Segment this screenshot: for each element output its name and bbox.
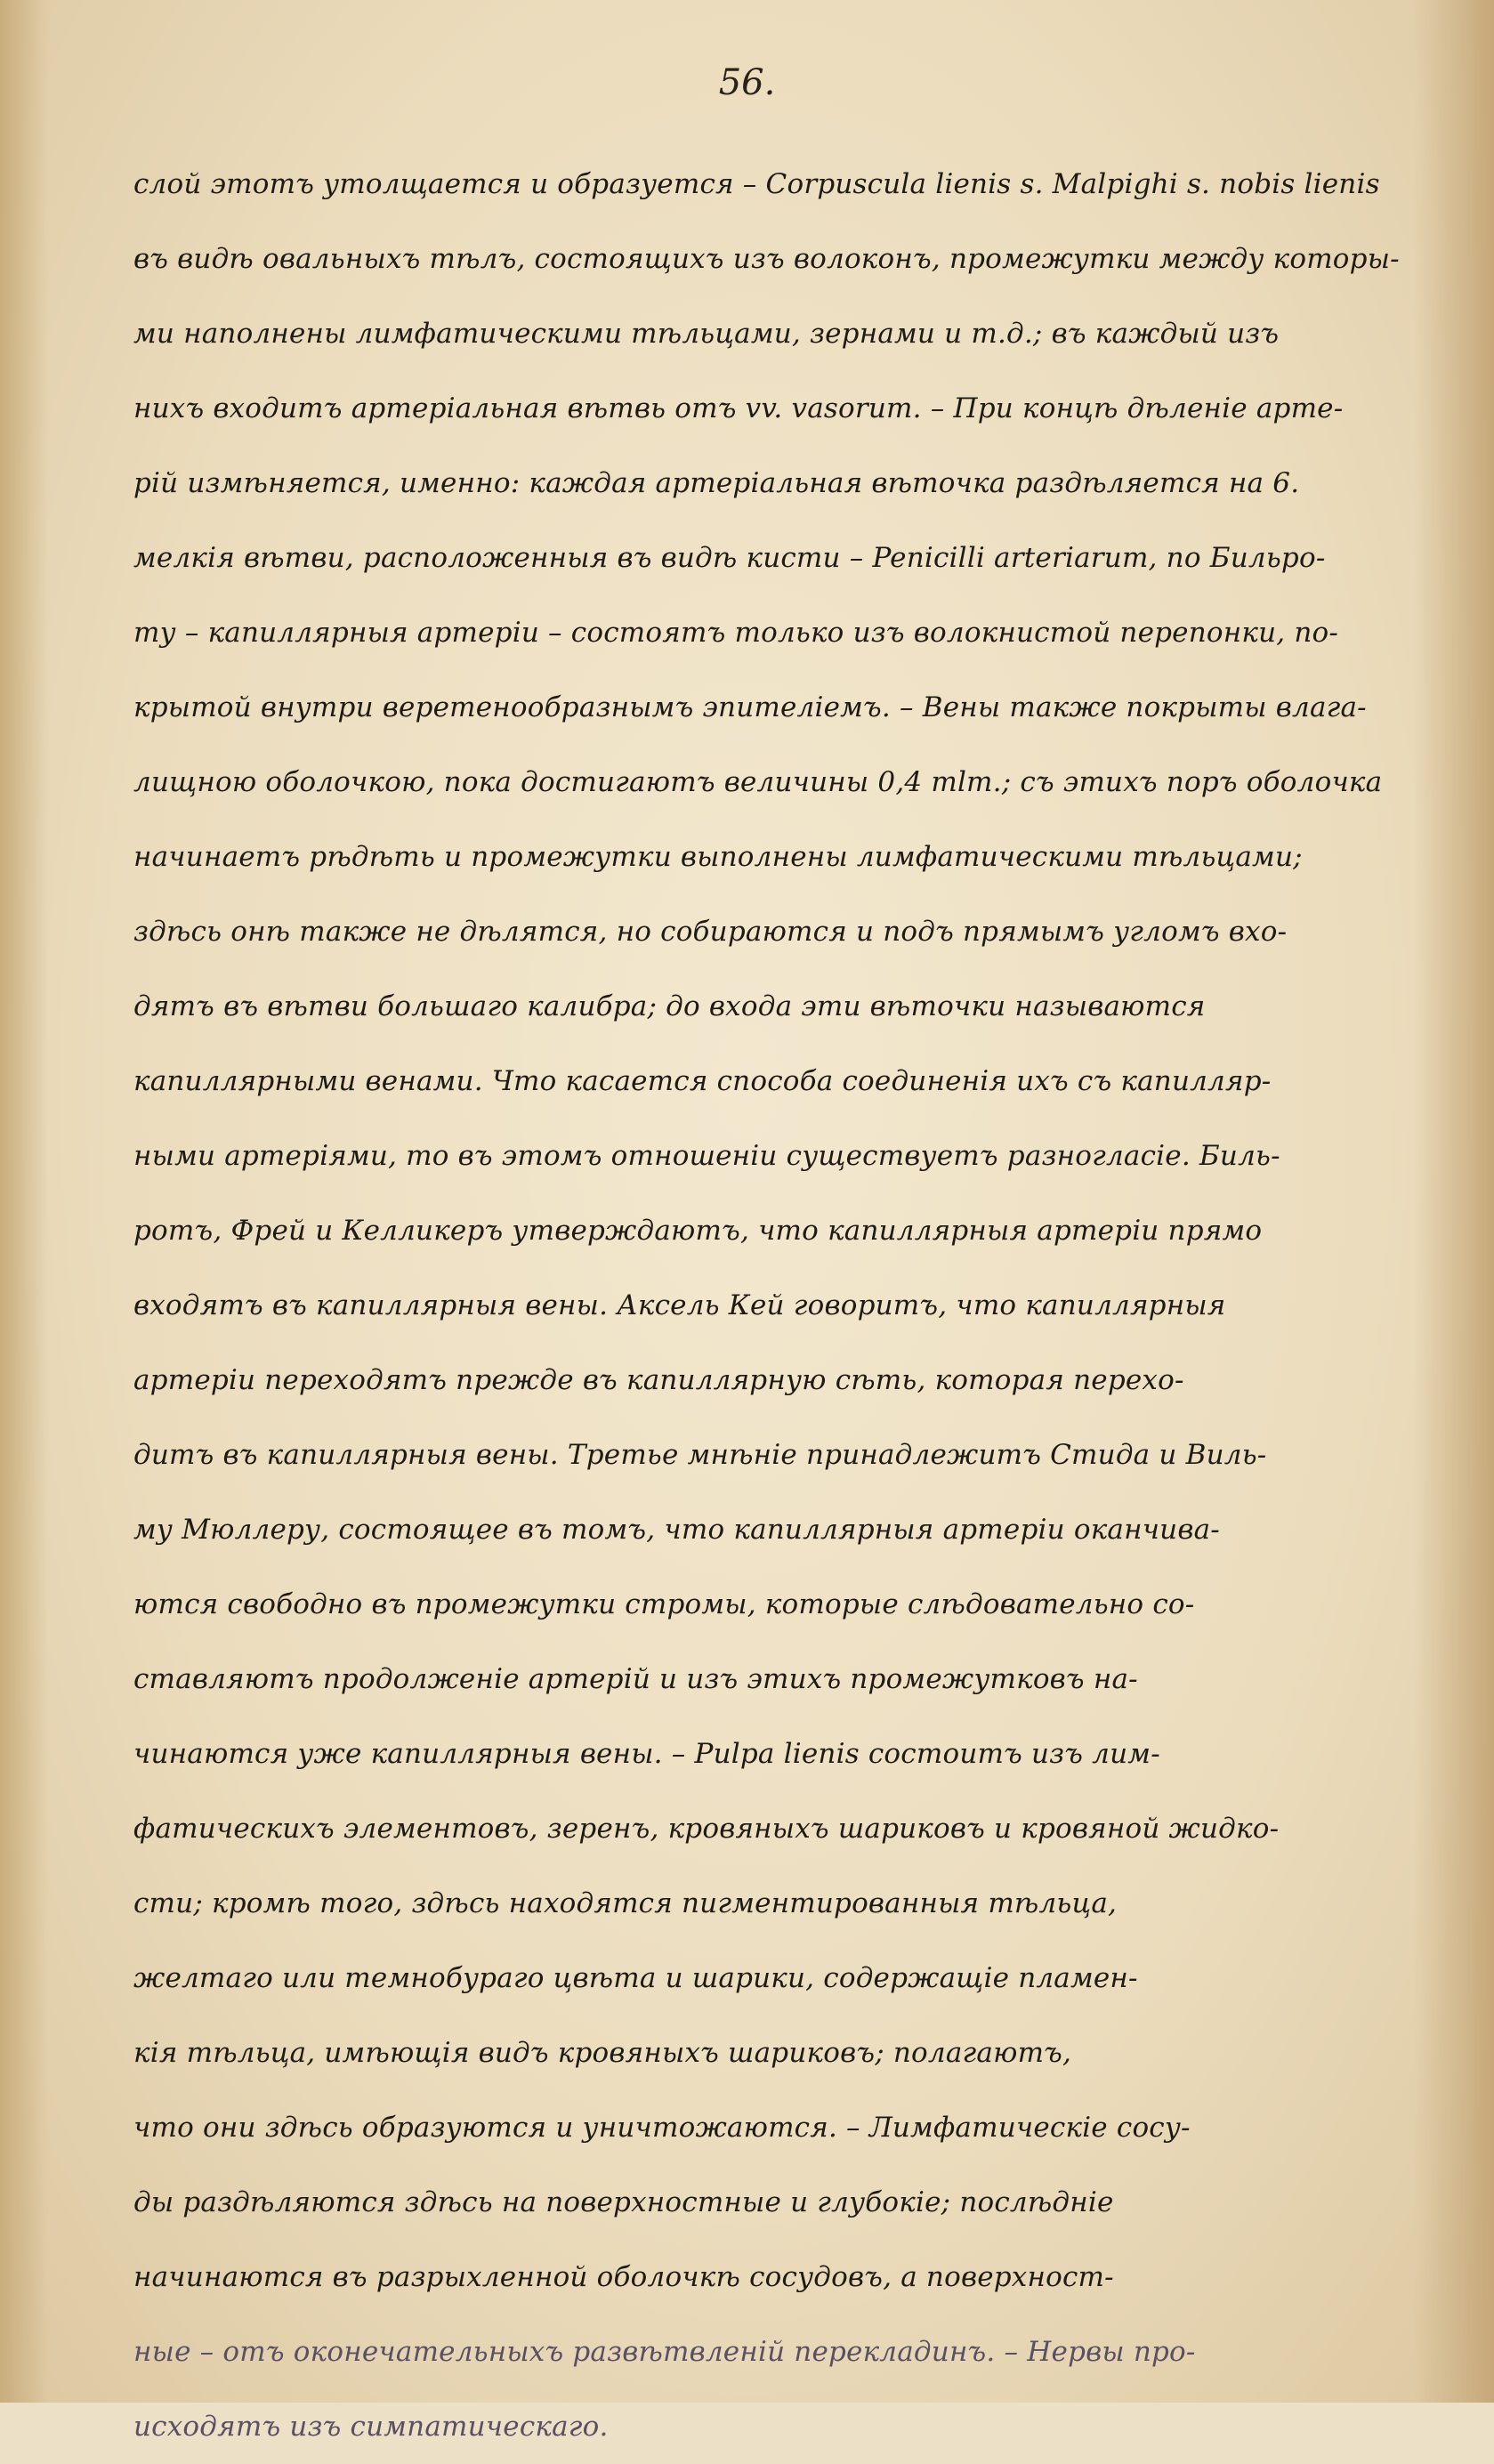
page-number: 56. [718, 62, 776, 103]
text-line: дятъ въ вѣтви большаго калибра; до входа эти вѣточки называются [133, 990, 1206, 1022]
text-line: капиллярными венами. Что касается способа соединенія ихъ съ капилляр- [133, 1065, 1272, 1097]
text-line: ту – капиллярныя артеріи – состоятъ только изъ волокнистой перепонки, по- [133, 617, 1339, 649]
text-line: мелкія вѣтви, расположенныя въ видѣ кисти – Penicilli arteriarum, по Бильро- [133, 542, 1326, 574]
text-line: чинаются уже капиллярныя вены. – Pulpa lienis состоитъ изъ лим- [133, 1738, 1160, 1770]
text-line: кія тѣльца, имѣющія видъ кровяныхъ шариковъ; полагаютъ, [133, 2037, 1072, 2069]
text-line: ными артеріями, то въ этомъ отношеніи существуетъ разногласіе. Биль- [133, 1140, 1280, 1172]
text-line: въ видѣ овальныхъ тѣлъ, состоящихъ изъ волоконъ, промежутки между которы- [133, 243, 1400, 275]
text-line: ды раздѣляются здѣсь на поверхностные и глубокіе; послѣдніе [133, 2186, 1114, 2218]
text-line: сти; кромѣ того, здѣсь находятся пигментированныя тѣльца, [133, 1887, 1118, 1919]
text-line: крытой внутри веретенообразнымъ эпителіемъ. – Вены также покрыты влага- [133, 691, 1367, 723]
text-line: лищною оболочкою, пока достигаютъ величины 0,4 mlm.; съ этихъ поръ оболочка [133, 766, 1383, 798]
text-line: артеріи переходятъ прежде въ капиллярную сѣть, которая перехо- [133, 1364, 1184, 1396]
text-line: ставляютъ продолженіе артерій и изъ этихъ промежутковъ на- [133, 1663, 1138, 1695]
text-line: ные – отъ оконечательныхъ развѣтвленій перекладинъ. – Нервы про- [133, 2336, 1196, 2368]
text-line: начинаетъ рѣдѣть и промежутки выполнены лимфатическими тѣльцами; [133, 841, 1303, 873]
text-line: рій измѣняется, именно: каждая артеріальная вѣточка раздѣляется на 6. [133, 467, 1300, 499]
text-line: желтаго или темнобураго цвѣта и шарики, содержащіе пламен- [133, 1962, 1138, 1994]
text-line: ются свободно въ промежутки стромы, которые слѣдовательно со- [133, 1588, 1195, 1620]
handwritten-text-block [133, 147, 1415, 2464]
text-line: дитъ въ капиллярныя вены. Третье мнѣніе принадлежитъ Стида и Виль- [133, 1439, 1267, 1471]
text-line: нихъ входитъ артеріальная вѣтвь отъ vv. vasorum. – При концѣ дѣленіе арте- [133, 392, 1344, 424]
text-line: начинаются въ разрыхленной оболочкѣ сосудовъ, а поверхност- [133, 2261, 1114, 2293]
text-line: что они здѣсь образуются и уничтожаются. – Лимфатическіе сосу- [133, 2112, 1191, 2144]
text-line: слой этотъ утолщается и образуется – Corpuscula lienis s. Malpighi s. nobis lienis [133, 168, 1380, 200]
text-line: ми наполнены лимфатическими тѣльцами, зернами и т.д.; въ каждый изъ [133, 318, 1280, 350]
text-line: му Мюллеру, состоящее въ томъ, что капиллярныя артеріи оканчива- [133, 1514, 1220, 1546]
text-line: исходятъ изъ симпатическаго. [133, 2411, 609, 2443]
text-line: входятъ въ капиллярныя вены. Аксель Кей говоритъ, что капиллярныя [133, 1289, 1226, 1321]
text-line: ротъ, Фрей и Келликеръ утверждаютъ, что капиллярныя артеріи прямо [133, 1215, 1263, 1247]
text-line: здѣсь онѣ также не дѣлятся, но собираются и подъ прямымъ угломъ вхо- [133, 916, 1288, 948]
text-line: фатическихъ элементовъ, зеренъ, кровяныхъ шариковъ и кровяной жидко- [133, 1813, 1280, 1845]
